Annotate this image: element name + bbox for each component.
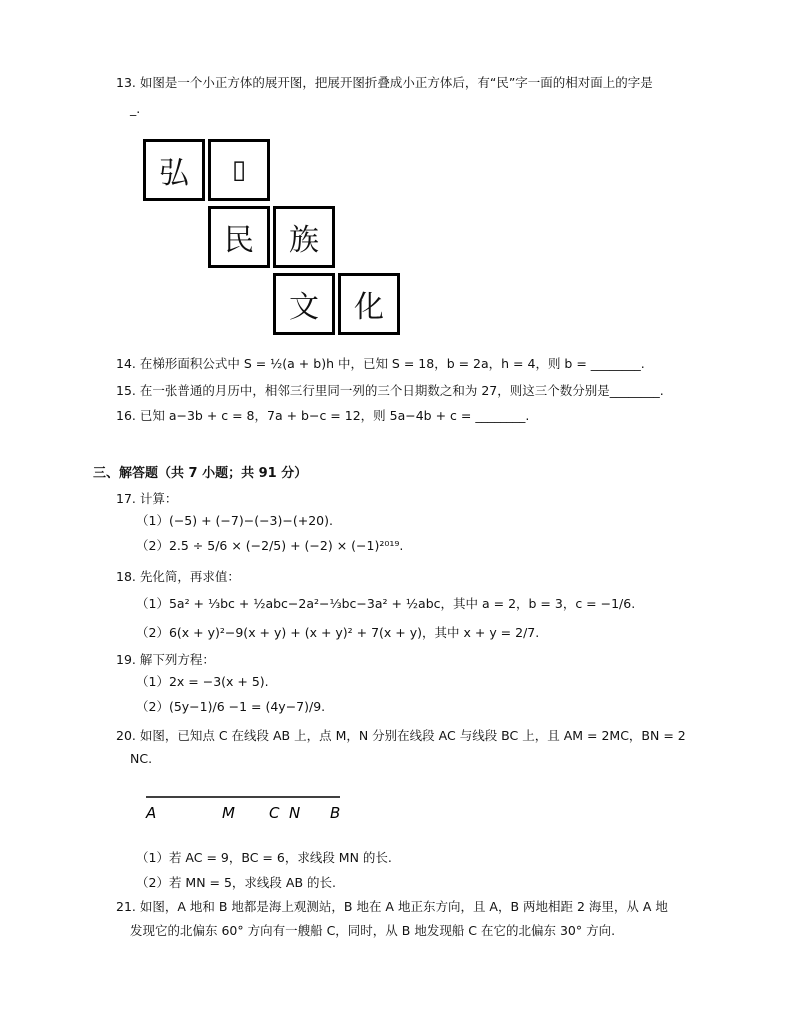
q17-part2: （2）2.5 ÷ 5/6 × (−2/5) + (−2) × (−1)²⁰¹⁹. bbox=[136, 538, 404, 553]
q20-line2: NC. bbox=[130, 751, 153, 766]
point-m-label: M bbox=[222, 804, 235, 822]
q21-line1: 21. 如图，A 地和 B 地都是海上观测站，B 地在 A 地正东方向，且 A，B 两地相距 2 海里，从 A 地 bbox=[116, 899, 668, 914]
net-cell-6: 化 bbox=[338, 273, 400, 335]
q13-line1: 13. 如图是一个小正方体的展开图，把展开图折叠成小正方体后，有“民”字一面的相对面上的字是 bbox=[116, 75, 653, 90]
q19-title: 19. 解下列方程： bbox=[116, 652, 215, 667]
q18-title: 18. 先化简，再求值： bbox=[116, 569, 240, 584]
point-c-label: C bbox=[269, 804, 280, 822]
point-n-label: N bbox=[289, 804, 301, 822]
net-cell-5: 文 bbox=[273, 273, 335, 335]
net-cell-4: 族 bbox=[273, 206, 335, 268]
q19-part2: （2）(5y−1)/6 −1 = (4y−7)/9. bbox=[136, 699, 326, 714]
point-b-label: B bbox=[330, 804, 341, 822]
point-a-label: A bbox=[146, 804, 157, 822]
section-heading: 三、解答题（共 7 小题；共 91 分） bbox=[93, 466, 308, 481]
net-cell-3: 民 bbox=[208, 206, 270, 268]
q13-line2: _. bbox=[130, 101, 141, 116]
q15-text: 15. 在一张普通的月历中，相邻三行里同一列的三个日期数之和为 27，则这三个数分别是________. bbox=[116, 383, 664, 398]
segment-figure bbox=[140, 785, 360, 825]
net-cell-2: ▯ bbox=[208, 139, 270, 201]
q18-part2: （2）6(x + y)²−9(x + y) + (x + y)² + 7(x + y)，其中 x + y = 2/7. bbox=[136, 625, 540, 640]
q21-line2: 发现它的北偏东 60° 方向有一艘船 C，同时，从 B 地发现船 C 在它的北偏东 30° 方向. bbox=[130, 923, 616, 938]
q20-line1: 20. 如图，已知点 C 在线段 AB 上，点 M，N 分别在线段 AC 与线段 BC 上，且 AM = 2MC，BN = 2 bbox=[116, 728, 686, 743]
q20-part2: （2）若 MN = 5，求线段 AB 的长. bbox=[136, 875, 336, 890]
net-cell-1: 弘 bbox=[143, 139, 205, 201]
q14-text: 14. 在梯形面积公式中 S = ½(a + b)h 中，已知 S = 18，b = 2a，h = 4，则 b = ________. bbox=[116, 356, 645, 371]
q17-title: 17. 计算： bbox=[116, 491, 178, 506]
q16-text: 16. 已知 a−3b + c = 8，7a + b−c = 12，则 5a−4b + c = ________. bbox=[116, 408, 530, 423]
q17-part1: （1）(−5) + (−7)−(−3)−(+20). bbox=[136, 513, 333, 528]
q19-part1: （1）2x = −3(x + 5). bbox=[136, 674, 269, 689]
q18-part1: （1）5a² + ⅓bc + ½abc−2a²−⅓bc−3a² + ½abc，其中 a = 2，b = 3，c = −1/6. bbox=[136, 596, 636, 611]
q20-part1: （1）若 AC = 9，BC = 6，求线段 MN 的长. bbox=[136, 850, 392, 865]
